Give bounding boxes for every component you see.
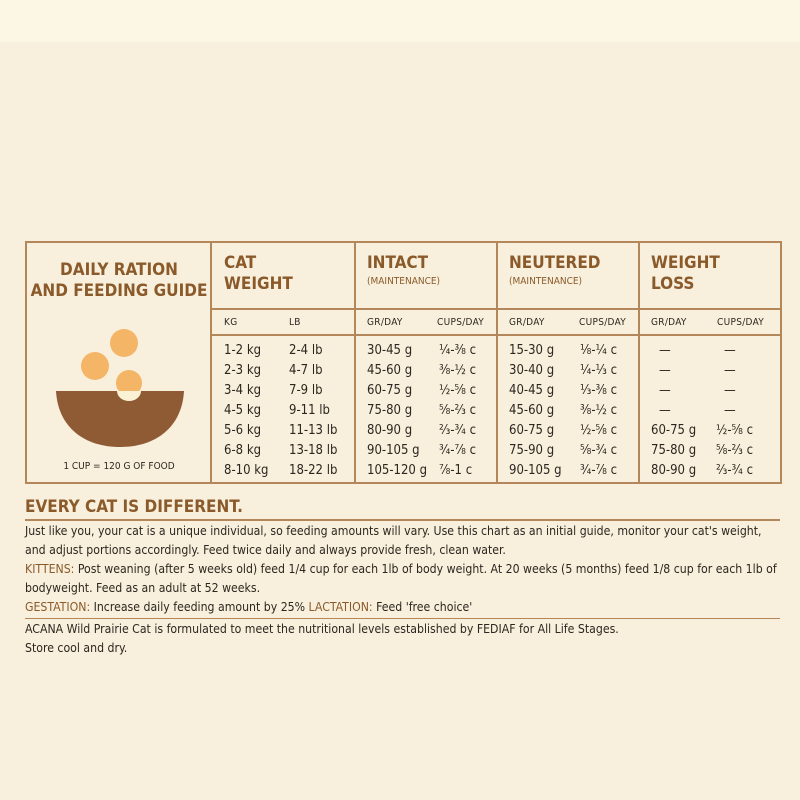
table-cell: — (659, 403, 671, 418)
table-cell: 105-120 g (367, 463, 427, 478)
table-cell: 13-18 lb (289, 443, 338, 458)
table-cell: 45-60 g (509, 403, 555, 418)
notes-intro: Just like you, your cat is a unique individual, so feeding amounts will vary. Use this chart as an initial guide, monitor your cat's weight, and adjust portions accordingly. Feed twice daily and always provide fresh, clean water. (25, 523, 762, 557)
header-line: CAT (224, 253, 257, 273)
table-cell: 45-60 g (367, 363, 413, 378)
table-cell: — (659, 343, 671, 358)
table-cell: 1-2 kg (224, 343, 262, 358)
table-cell: 3-4 kg (224, 383, 262, 398)
table-cell: 30-40 g (509, 363, 555, 378)
table-cell: 4-7 lb (289, 363, 323, 378)
cat-weight-header (224, 253, 293, 295)
table-cell: 5-6 kg (224, 423, 262, 438)
food-bowl-icon (54, 323, 186, 448)
subheader-cups-day: CUPS/DAY (717, 317, 765, 328)
table-cell: — (724, 343, 736, 358)
feeding-notes (25, 496, 785, 658)
subheader-cups-day: CUPS/DAY (579, 317, 627, 328)
header-note: (MAINTENANCE) (509, 276, 583, 287)
intact-grams-column (367, 341, 427, 481)
gestation-text: Increase daily feeding amount by 25% (90, 599, 309, 614)
divider (210, 308, 780, 310)
notes-headline: EVERY CAT IS DIFFERENT. (25, 497, 243, 517)
table-cell: 90-105 g (367, 443, 420, 458)
table-cell: 7-9 lb (289, 383, 323, 398)
table-cell: 8-10 kg (224, 463, 269, 478)
table-cell: ¼-⅜ c (439, 343, 477, 358)
kg-column (224, 341, 268, 481)
header-line: WEIGHT (224, 274, 293, 294)
table-cell: ⅓-⅜ c (580, 383, 618, 398)
table-cell: 2-3 kg (224, 363, 262, 378)
table-cell: — (724, 363, 736, 378)
subheader-gr-day: GR/DAY (509, 317, 545, 328)
neutered-cups-column (580, 341, 617, 481)
table-cell: 80-90 g (367, 423, 413, 438)
loss-grams-column (651, 341, 696, 481)
table-cell: ⅝-⅔ c (716, 443, 754, 458)
fediaf-note: ACANA Wild Prairie Cat is formulated to meet the nutritional levels established by FEDIAF for All Life Stages. (25, 622, 619, 636)
table-cell: ⅔-¾ c (439, 423, 477, 438)
table-cell: ½-⅝ c (580, 423, 618, 438)
table-cell: 80-90 g (651, 463, 697, 478)
table-cell: 9-11 lb (289, 403, 330, 418)
weight-loss-header (651, 253, 720, 295)
table-cell: — (659, 363, 671, 378)
divider (496, 243, 498, 482)
table-cell: — (724, 383, 736, 398)
intact-header (367, 253, 440, 288)
subheader-lb: LB (289, 317, 301, 328)
kittens-text: Post weaning (after 5 weeks old) feed 1/4 cup for each 1lb of body weight. At 20 weeks (5 months) feed 1/8 cup for each 1lb of bodyweight. Feed as an adult at 52 weeks. (25, 561, 777, 595)
table-cell: 60-75 g (509, 423, 555, 438)
table-cell: 18-22 lb (289, 463, 338, 478)
table-cell: ¾-⅞ c (439, 443, 477, 458)
gestation-label: GESTATION: (25, 599, 91, 614)
table-cell: 4-5 kg (224, 403, 262, 418)
table-cell: 11-13 lb (289, 423, 338, 438)
neutered-header (509, 253, 600, 288)
lactation-label: LACTATION: (308, 599, 373, 614)
lactation-text: Feed 'free choice' (372, 599, 473, 614)
table-cell: ½-⅝ c (716, 423, 754, 438)
table-cell: 75-90 g (509, 443, 555, 458)
kittens-note (25, 560, 785, 598)
divider (210, 334, 780, 336)
table-cell: 75-80 g (367, 403, 413, 418)
guide-title-line: AND FEEDING GUIDE (30, 281, 208, 301)
kibble-icon (110, 329, 138, 357)
feeding-table (25, 241, 782, 484)
table-cell: ⅝-⅔ c (439, 403, 477, 418)
divider (25, 618, 780, 620)
divider (638, 243, 640, 482)
header-line: WEIGHT (651, 253, 720, 273)
table-cell: 15-30 g (509, 343, 555, 358)
table-cell: — (724, 403, 736, 418)
table-cell: 6-8 kg (224, 443, 262, 458)
subheader-cups-day: CUPS/DAY (437, 317, 485, 328)
subheader-gr-day: GR/DAY (367, 317, 403, 328)
header-line: LOSS (651, 274, 695, 294)
table-cell: ½-⅝ c (439, 383, 477, 398)
table-cell: — (659, 383, 671, 398)
guide-title-line: DAILY RATION (60, 260, 178, 280)
table-cell: ⅜-½ c (439, 363, 477, 378)
table-cell: 60-75 g (367, 383, 413, 398)
table-cell: ¼-⅓ c (580, 363, 618, 378)
gestation-note (25, 598, 785, 617)
loss-cups-column (716, 341, 753, 481)
table-cell: ¾-⅞ c (580, 463, 618, 478)
guide-title (27, 260, 211, 302)
header-line: INTACT (367, 253, 429, 273)
table-cell: 90-105 g (509, 463, 562, 478)
header-note: (MAINTENANCE) (367, 276, 441, 287)
kittens-label: KITTENS: (25, 561, 75, 576)
divider (354, 243, 356, 482)
subheader-kg: KG (224, 317, 238, 328)
table-cell: 75-80 g (651, 443, 697, 458)
top-band (0, 0, 800, 42)
table-cell: 30-45 g (367, 343, 413, 358)
table-cell: ⅜-½ c (580, 403, 618, 418)
table-cell: 60-75 g (651, 423, 697, 438)
lb-column (289, 341, 337, 481)
header-line: NEUTERED (509, 253, 601, 273)
bowl-shape (56, 391, 184, 447)
table-cell: 2-4 lb (289, 343, 323, 358)
intact-cups-column (439, 341, 476, 481)
table-cell: ⅝-¾ c (580, 443, 618, 458)
table-cell: ⅛-¼ c (580, 343, 618, 358)
kibble-icon (81, 352, 109, 380)
storage-note: Store cool and dry. (25, 641, 128, 655)
table-cell: ⅔-¾ c (716, 463, 754, 478)
cup-conversion-note: 1 CUP = 120 G OF FOOD (63, 461, 175, 472)
divider (25, 519, 780, 521)
neutered-grams-column (509, 341, 562, 481)
table-cell: ⅞-1 c (439, 463, 473, 478)
subheader-gr-day: GR/DAY (651, 317, 687, 328)
table-cell: 40-45 g (509, 383, 555, 398)
